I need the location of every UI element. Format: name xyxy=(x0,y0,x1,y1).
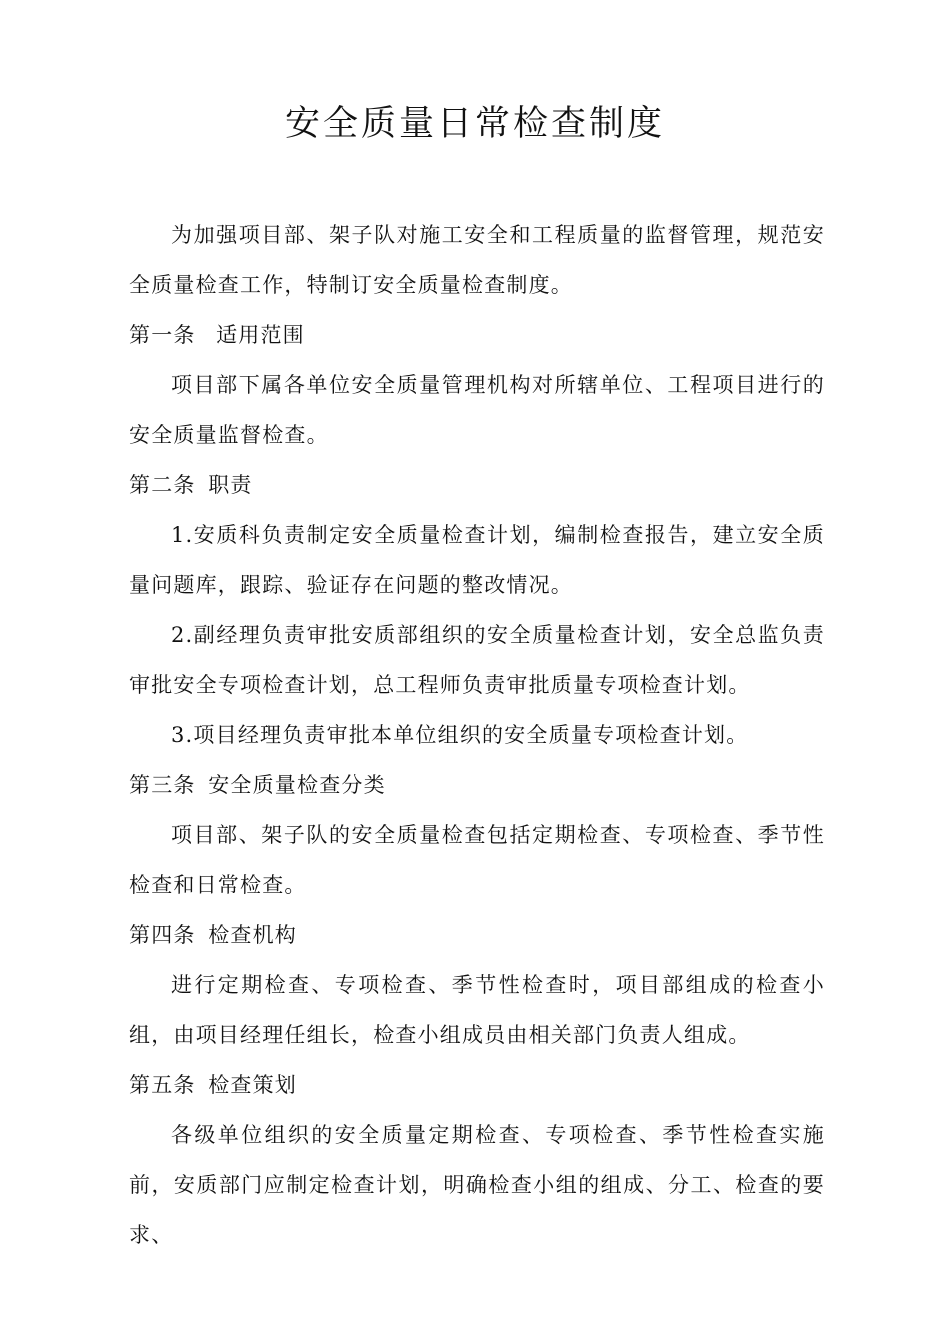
article-4-paragraph: 进行定期检查、专项检查、季节性检查时，项目部组成的检查小组，由项目经理任组长，检查小组成员由相关部门负责人组成。 xyxy=(129,973,825,1047)
article-number: 第四条 xyxy=(129,923,196,947)
article-heading-2 xyxy=(129,460,825,510)
article-3-paragraph: 项目部、架子队的安全质量检查包括定期检查、专项检查、季节性检查和日常检查。 xyxy=(129,823,825,897)
document-body xyxy=(129,210,825,1260)
article-title: 适用范围 xyxy=(208,323,305,347)
article-number: 第一条 xyxy=(129,323,196,347)
article-heading-4 xyxy=(129,910,825,960)
article-number: 第二条 xyxy=(129,473,196,497)
article-title: 检查机构 xyxy=(208,923,298,947)
document-title: 安全质量日常检查制度 xyxy=(284,104,665,144)
intro-paragraph: 为加强项目部、架子队对施工安全和工程质量的监督管理，规范安全质量检查工作，特制订安全质量检查制度。 xyxy=(129,223,825,297)
article-number: 第三条 xyxy=(129,773,196,797)
article-heading-1 xyxy=(129,310,825,360)
article-title: 安全质量检查分类 xyxy=(208,773,386,797)
article-heading-5 xyxy=(129,1060,825,1110)
article-2-item-2: 2.副经理负责审批安质部组织的安全质量检查计划，安全总监负责审批安全专项检查计划，总工程师负责审批质量专项检查计划。 xyxy=(129,623,825,697)
article-title: 职责 xyxy=(208,473,253,497)
article-title: 检查策划 xyxy=(208,1073,298,1097)
article-heading-3 xyxy=(129,760,825,810)
article-1-paragraph: 项目部下属各单位安全质量管理机构对所辖单位、工程项目进行的安全质量监督检查。 xyxy=(129,373,825,447)
article-2-item-1: 1.安质科负责制定安全质量检查计划，编制检查报告，建立安全质量问题库，跟踪、验证存在问题的整改情况。 xyxy=(129,523,825,597)
article-number: 第五条 xyxy=(129,1073,196,1097)
article-2-item-3: 3.项目经理负责审批本单位组织的安全质量专项检查计划。 xyxy=(171,723,749,747)
article-5-paragraph: 各级单位组织的安全质量定期检查、专项检查、季节性检查实施前，安质部门应制定检查计划，明确检查小组的组成、分工、检查的要求、 xyxy=(129,1123,825,1247)
